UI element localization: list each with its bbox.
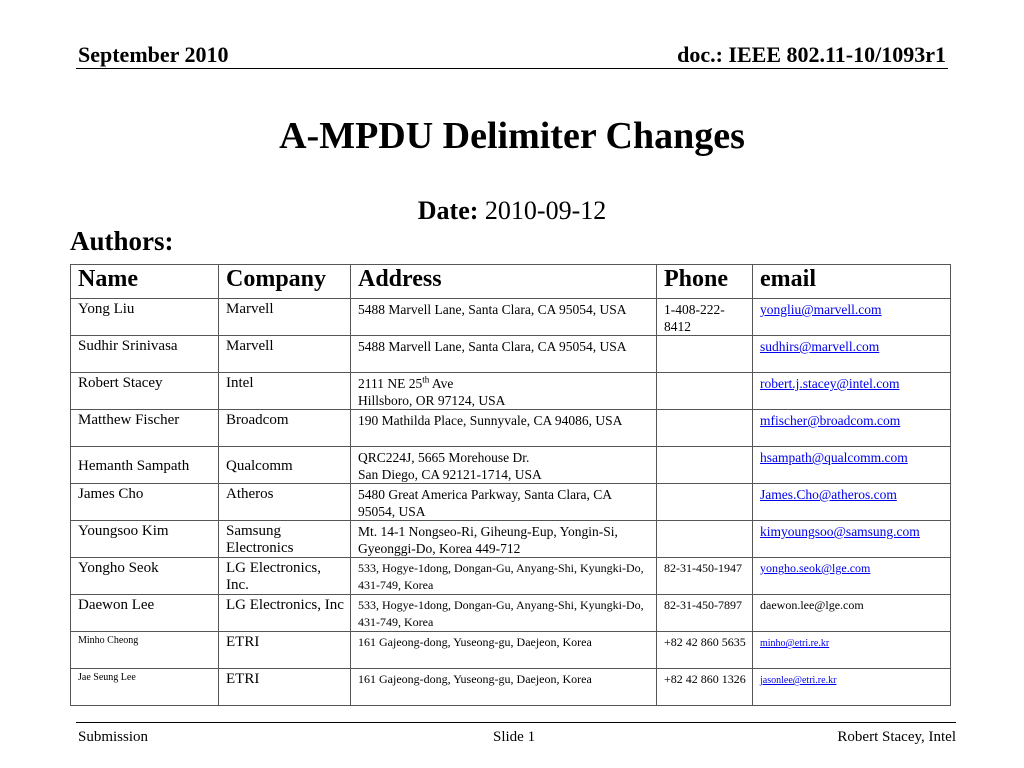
- col-header-name: Name: [71, 265, 219, 299]
- author-address: [351, 373, 657, 410]
- footer-rule: [76, 722, 956, 723]
- author-name: James Cho: [71, 484, 219, 521]
- author-phone: [657, 336, 753, 373]
- author-name: Daewon Lee: [71, 595, 219, 632]
- table-row: [71, 484, 951, 521]
- authors-table: [70, 264, 951, 706]
- author-phone: [657, 410, 753, 447]
- author-email-cell: [753, 299, 951, 336]
- author-company: Atheros: [219, 484, 351, 521]
- header-rule: [76, 68, 948, 69]
- author-company: Intel: [219, 373, 351, 410]
- author-email-cell: [753, 484, 951, 521]
- author-phone: +82 42 860 1326: [657, 669, 753, 706]
- table-row: [71, 558, 951, 595]
- author-email-cell: [753, 669, 951, 706]
- table-row: [71, 447, 951, 484]
- author-company: Broadcom: [219, 410, 351, 447]
- author-address: 161 Gajeong-dong, Yuseong-gu, Daejeon, Korea: [351, 632, 657, 669]
- table-row: [71, 669, 951, 706]
- author-address: [351, 447, 657, 484]
- author-address: 190 Mathilda Place, Sunnyvale, CA 94086, USA: [351, 410, 657, 447]
- author-company: LG Electronics, Inc.: [219, 558, 351, 595]
- author-email-link[interactable]: mfischer@broadcom.com: [760, 413, 901, 428]
- address-line-2: San Diego, CA 92121-1714, USA: [358, 467, 542, 482]
- author-name: Matthew Fischer: [71, 410, 219, 447]
- author-email-link[interactable]: yongliu@marvell.com: [760, 302, 882, 317]
- authors-heading: Authors:: [70, 226, 174, 256]
- author-email-cell: [753, 595, 951, 632]
- author-company: Marvell: [219, 336, 351, 373]
- author-company: Marvell: [219, 299, 351, 336]
- author-company: Qualcomm: [219, 447, 351, 484]
- col-header-company: Company: [219, 265, 351, 299]
- footer-submission: Submission: [78, 729, 149, 745]
- table-row: [71, 632, 951, 669]
- author-company: LG Electronics, Inc: [219, 595, 351, 632]
- header-date: September 2010: [78, 42, 229, 67]
- author-email-cell: [753, 410, 951, 447]
- author-phone: [657, 373, 753, 410]
- author-phone: [657, 521, 753, 558]
- table-row: [71, 299, 951, 336]
- author-email-link[interactable]: James.Cho@atheros.com: [760, 487, 897, 502]
- ordinal-suffix: th: [422, 374, 430, 385]
- author-email-cell: [753, 558, 951, 595]
- footer-author: Robert Stacey, Intel: [837, 729, 956, 745]
- author-email-link[interactable]: minho@etri.re.kr: [760, 638, 830, 649]
- col-header-phone: Phone: [657, 265, 753, 299]
- table-row: [71, 521, 951, 558]
- table-row: [71, 595, 951, 632]
- author-name: Minho Cheong: [71, 632, 219, 669]
- address-line-2: Hillsboro, OR 97124, USA: [358, 393, 506, 408]
- author-address: 5488 Marvell Lane, Santa Clara, CA 95054, USA: [351, 336, 657, 373]
- date-value: 2010-09-12: [484, 196, 607, 225]
- author-email-cell: [753, 336, 951, 373]
- author-email-link[interactable]: jasonlee@etri.re.kr: [760, 675, 837, 686]
- table-row: [71, 410, 951, 447]
- date-label: Date:: [417, 196, 479, 225]
- table-row: [71, 336, 951, 373]
- author-company: Samsung Electronics: [219, 521, 351, 558]
- author-address: 5480 Great America Parkway, Santa Clara, CA 95054, USA: [351, 484, 657, 521]
- author-phone: 82-31-450-1947: [657, 558, 753, 595]
- author-phone: [657, 484, 753, 521]
- header-doc-id: doc.: IEEE 802.11-10/1093r1: [677, 42, 946, 67]
- address-line-1: 2111 NE 25: [358, 376, 423, 391]
- author-email-cell: [753, 521, 951, 558]
- author-phone: +82 42 860 5635: [657, 632, 753, 669]
- author-address: 5488 Marvell Lane, Santa Clara, CA 95054, USA: [351, 299, 657, 336]
- author-company: ETRI: [219, 632, 351, 669]
- author-name: Jae Seung Lee: [71, 669, 219, 706]
- author-email-link[interactable]: yongho.seok@lge.com: [760, 561, 871, 575]
- author-address: Mt. 14-1 Nongseo-Ri, Giheung-Eup, Yongin-Si, Gyeonggi-Do, Korea 449-712: [351, 521, 657, 558]
- author-phone: 82-31-450-7897: [657, 595, 753, 632]
- author-name: Robert Stacey: [71, 373, 219, 410]
- author-email-link[interactable]: kimyoungsoo@samsung.com: [760, 524, 920, 539]
- author-address: 533, Hogye-1dong, Dongan-Gu, Anyang-Shi, Kyungki-Do, 431-749, Korea: [351, 558, 657, 595]
- author-phone: [657, 447, 753, 484]
- author-email-link[interactable]: robert.j.stacey@intel.com: [760, 376, 900, 391]
- col-header-email: email: [753, 265, 951, 299]
- author-phone: 1-408-222-8412: [657, 299, 753, 336]
- col-header-address: Address: [351, 265, 657, 299]
- author-address: 161 Gajeong-dong, Yuseong-gu, Daejeon, Korea: [351, 669, 657, 706]
- author-email-link[interactable]: hsampath@qualcomm.com: [760, 450, 908, 465]
- address-line-1: QRC224J, 5665 Morehouse Dr.: [358, 450, 530, 465]
- author-address: 533, Hogye-1dong, Dongan-Gu, Anyang-Shi, Kyungki-Do, 431-749, Korea: [351, 595, 657, 632]
- table-header-row: [71, 265, 951, 299]
- author-company: ETRI: [219, 669, 351, 706]
- author-email-text: daewon.lee@lge.com: [760, 598, 864, 612]
- date-line: [0, 196, 1024, 226]
- author-name: Sudhir Srinivasa: [71, 336, 219, 373]
- author-name: Youngsoo Kim: [71, 521, 219, 558]
- author-name: Yong Liu: [71, 299, 219, 336]
- author-name: Yongho Seok: [71, 558, 219, 595]
- author-name: Hemanth Sampath: [71, 447, 219, 484]
- slide-title: A-MPDU Delimiter Changes: [279, 115, 745, 157]
- footer-slide-number: Slide 1: [493, 729, 536, 745]
- author-email-cell: [753, 632, 951, 669]
- author-email-link[interactable]: sudhirs@marvell.com: [760, 339, 880, 354]
- author-email-cell: [753, 447, 951, 484]
- address-line-1-tail: Ave: [429, 376, 454, 391]
- author-email-cell: [753, 373, 951, 410]
- table-row: [71, 373, 951, 410]
